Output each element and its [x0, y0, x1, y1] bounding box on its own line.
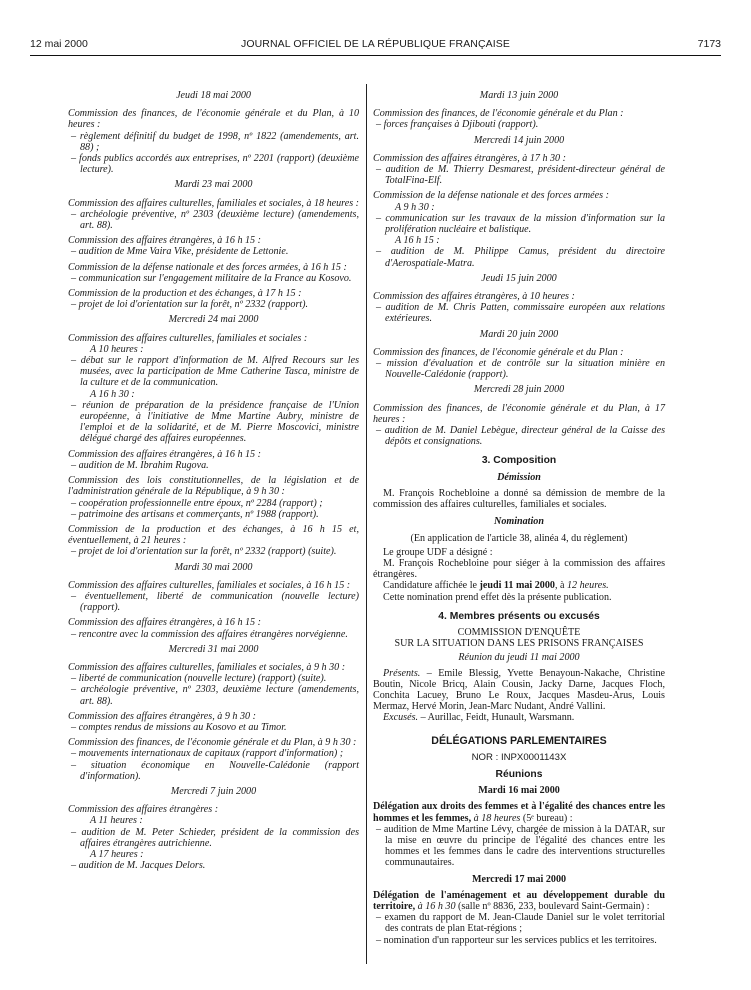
header-date: 12 mai 2000 — [30, 38, 88, 50]
date-heading: Mardi 23 mai 2000 — [174, 179, 253, 191]
agenda-entry — [68, 449, 359, 471]
agenda-item: – fonds publics accordés aux entreprises, nº 2201 (rapport) (deuxième lecture). — [71, 153, 359, 176]
agenda-item: – projet de loi d'orientation sur la forêt, nº 2332 (rapport). — [71, 299, 309, 311]
text-span: – Emile Blessig, Yvette Benayoun-Nakache, Christine Boutin, Nicole Bricq, Alain Cousin, Jacky Darne, Jacques Floch, Conchita Lacuey, Bruno Le Roux, Jacques Masdeu-Arus, Louis Mermaz, Hervé Morin, Jean-Marc Nudant, André Vallini. — [373, 667, 665, 713]
agenda-item: – mouvements internationaux de capitaux (rapport d'information) ; — [71, 748, 344, 760]
agenda-item: – audition de M. Chris Patten, commissaire européen aux relations extérieures. — [376, 302, 665, 325]
date-heading: Mardi 20 juin 2000 — [479, 328, 559, 340]
agenda-item: – communication sur l'engagement militaire de la France au Kosovo. — [71, 272, 352, 284]
commission-name: Commission de la production et des échanges, à 17 h 15 : — [68, 288, 302, 300]
time-slot: A 16 h 30 : — [90, 388, 135, 400]
subsection-heading: Nomination — [494, 516, 544, 528]
text-span: – Aurillac, Feidt, Hunault, Warsmann. — [418, 712, 575, 724]
text-span: Candidature affichée le — [383, 580, 480, 592]
commission-name: Commission des affaires culturelles, familiales et sociales, à 16 h 15 : — [68, 579, 351, 591]
agenda-item: – coopération professionnelle entre époux, nº 2284 (rapport) ; — [71, 497, 323, 509]
paragraph — [373, 712, 665, 723]
text-span: à 16 h 30 — [415, 900, 456, 912]
commission-heading: COMMISSION D'ENQUÊTE — [457, 626, 581, 638]
agenda-item: – réunion de préparation de la présidence française de l'Union européenne, à l'initiative de Mme Martine Aubry, ministre de l'emploi et de la solidarité, et de M. Pierre Moscovici, ministre délégué chargé des affaires européennes. — [71, 399, 359, 445]
agenda-item: – nomination d'un rapporteur sur les services publics et les territoires. — [376, 934, 657, 946]
agenda-item: – audition de M. Philippe Camus, président du directoire d'Aerospatiale-Matra. — [376, 246, 665, 269]
date-heading: Mercredi 14 juin 2000 — [473, 134, 565, 146]
commission-name: Commission des affaires culturelles, familiales et sociales : — [68, 332, 308, 344]
left-column — [68, 86, 359, 875]
date-heading: Mardi 16 mai 2000 — [478, 785, 560, 797]
agenda-item: – audition de M. Thierry Desmarest, président-directeur général de TotalFina-Elf. — [376, 164, 665, 187]
page-header — [30, 38, 721, 54]
label: Présents. — [383, 667, 421, 679]
date-heading: Mardi 30 mai 2000 — [174, 561, 253, 573]
date-heading: Jeudi 15 juin 2000 — [481, 272, 557, 284]
agenda-entry — [68, 662, 359, 707]
agenda-item: – règlement définitif du budget de 1998, nº 1822 (amendements, art. 88) ; — [71, 130, 359, 153]
date-heading: Mercredi 24 mai 2000 — [168, 314, 259, 326]
agenda-item: – audition de Mme Martine Lévy, chargée de mission à la DATAR, sur la mise en œuvre du principe de l'égalité des chances entre les hommes et les femmes dans le cadre des interventions structurelles communautaires. — [376, 823, 665, 869]
text-span: Délégation aux droits des femmes et à l'égalité des chances entre les hommes et les femmes, — [373, 801, 665, 824]
agenda-item: – communication sur les travaux de la mission d'information sur la prolifération nucléaire et balistique. — [376, 212, 665, 236]
section-heading: Réunions — [495, 768, 543, 780]
commission-name: Commission des finances, de l'économie générale et du Plan, à 17 heures : — [373, 402, 665, 425]
section-heading: 4. Membres présents ou excusés — [438, 610, 600, 622]
agenda-item: – situation économique en Nouvelle-Calédonie (rapport d'information). — [71, 759, 359, 782]
agenda-item: – audition de M. Peter Schieder, président de la commission des affaires étrangères autrichienne. — [71, 826, 359, 849]
commission-name: Commission des affaires étrangères, à 10 heures : — [373, 291, 575, 303]
agenda-item: – comptes rendus de missions au Kosovo et au Timor. — [71, 721, 287, 733]
paragraph — [373, 580, 665, 591]
agenda-entry — [373, 347, 665, 381]
agenda-item: – éventuellement, liberté de communication (nouvelle lecture) (rapport). — [71, 590, 359, 614]
agenda-item: – liberté de communication (nouvelle lecture) (rapport) (suite). — [71, 673, 327, 685]
column-divider — [366, 84, 367, 964]
agenda-entry — [373, 403, 665, 448]
paragraph — [373, 801, 665, 823]
agenda-entry — [373, 190, 665, 268]
label: Excusés. — [383, 712, 419, 724]
agenda-item: – audition de M. Daniel Lebègue, directeur général de la Caisse des dépôts et consignations. — [376, 425, 665, 448]
agenda-entry — [68, 737, 359, 782]
date-heading: Mardi 13 juin 2000 — [479, 90, 559, 101]
agenda-item: – projet de loi d'orientation sur la forêt, nº 2332 (rapport) (suite). — [71, 546, 337, 558]
section-heading: 3. Composition — [481, 455, 557, 467]
agenda-item: – archéologie préventive, nº 2303, deuxième lecture (amendements, art. 88). — [71, 684, 359, 707]
meeting-heading: Réunion du jeudi 11 mai 2000 — [458, 652, 580, 664]
text-span: jeudi 11 mai 2000 — [479, 580, 555, 592]
agenda-item: – mission d'évaluation et de contrôle sur la situation minière en Nouvelle-Calédonie (rapport). — [376, 358, 665, 381]
agenda-entry — [68, 804, 359, 871]
commission-name: Commission des finances, de l'économie générale et du Plan, à 9 h 30 : — [68, 737, 357, 749]
agenda-item: – rencontre avec la commission des affaires étrangères norvégienne. — [71, 628, 348, 640]
header-rule — [30, 55, 721, 56]
time-slot: A 9 h 30 : — [395, 201, 435, 213]
paragraph — [373, 668, 665, 713]
subsection-heading: Démission — [497, 471, 541, 483]
journal-title: JOURNAL OFFICIEL DE LA RÉPUBLIQUE FRANÇAISE — [241, 38, 510, 50]
agenda-entry — [68, 711, 359, 733]
agenda-item: – patrimoine des artisans et commerçants, nº 1988 (rapport). — [71, 508, 319, 520]
paragraph: Le groupe UDF a désigné : — [383, 546, 493, 558]
commission-heading: SUR LA SITUATION DANS LES PRISONS FRANÇAISES — [394, 638, 644, 650]
commission-name: Commission des affaires étrangères : — [68, 804, 219, 816]
commission-name: Commission des finances, de l'économie générale et du Plan : — [373, 346, 624, 358]
agenda-entry — [373, 153, 665, 187]
text-span: (salle nº 8836, 233, boulevard Saint-Germain) : — [455, 900, 650, 912]
paragraph: M. François Rochebloine a donné sa démission de membre de la commission des affaires culturelles, familiales et sociales. — [373, 487, 665, 511]
agenda-entry — [373, 108, 665, 130]
commission-name: Commission de la défense nationale et des forces armées : — [373, 190, 609, 202]
commission-name: Commission des affaires culturelles, familiales et sociales, à 18 heures : — [68, 197, 360, 209]
agenda-item: – audition de M. Jacques Delors. — [71, 860, 206, 872]
nor-reference: NOR : INPX0001143X — [471, 751, 567, 763]
time-slot: A 11 heures : — [90, 815, 143, 827]
text-span: , à — [554, 580, 567, 592]
time-slot: A 17 heures : — [90, 848, 144, 860]
agenda-entry — [68, 524, 359, 558]
paragraph — [373, 890, 665, 912]
section-heading: DÉLÉGATIONS PARLEMENTAIRES — [431, 734, 607, 747]
commission-name: Commission des affaires étrangères, à 16 h 15 : — [68, 617, 261, 629]
agenda-item: – forces françaises à Djibouti (rapport). — [376, 119, 539, 131]
agenda-entry — [68, 580, 359, 614]
agenda-item: – audition de M. Ibrahim Rugova. — [71, 459, 209, 471]
agenda-entry — [373, 291, 665, 325]
agenda-entry — [68, 333, 359, 445]
agenda-entry — [68, 198, 359, 232]
agenda-entry — [68, 475, 359, 520]
paragraph: Cette nomination prend effet dès la présente publication. — [383, 591, 612, 603]
time-slot: A 10 heures : — [90, 343, 144, 355]
date-heading: Jeudi 18 mai 2000 — [176, 90, 251, 101]
agenda-item: – débat sur le rapport d'information de M. Alfred Recours sur les musées, avec la participation de Mme Catherine Tasca, ministre de la culture et de la communication. — [71, 355, 359, 389]
commission-name: Commission des affaires culturelles, familiales et sociales, à 9 h 30 : — [68, 661, 346, 673]
date-heading: Mercredi 17 mai 2000 — [471, 873, 567, 885]
commission-name: Commission des affaires étrangères, à 16 h 15 : — [68, 235, 261, 247]
paragraph: M. François Rochebloine pour siéger à la commission des affaires étrangères. — [373, 557, 665, 581]
agenda-item: – examen du rapport de M. Jean-Claude Daniel sur le volet territorial des contrats de plan Etat-régions ; — [376, 912, 665, 935]
commission-name: Commission des affaires étrangères, à 16 h 15 : — [68, 448, 261, 460]
agenda-entry — [68, 235, 359, 257]
time-slot: A 16 h 15 : — [395, 235, 440, 247]
commission-name: Commission des affaires étrangères, à 9 h 30 : — [68, 710, 256, 722]
date-heading: Mercredi 28 juin 2000 — [473, 384, 565, 396]
text-span: (5ᵉ bureau) : — [520, 812, 573, 824]
agenda-entry — [68, 288, 359, 310]
agenda-item: – archéologie préventive, nº 2303 (deuxième lecture) (amendements, art. 88). — [71, 208, 359, 232]
commission-name: Commission de la défense nationale et des forces armées, à 16 h 15 : — [68, 261, 347, 273]
agenda-entry — [68, 617, 359, 639]
commission-name: Commission des affaires étrangères, à 17 h 30 : — [373, 152, 566, 164]
page-number: 7173 — [697, 38, 721, 50]
paragraph: (En application de l'article 38, alinéa 4, du règlement) — [410, 532, 628, 544]
right-column — [373, 86, 665, 946]
date-heading: Mercredi 31 mai 2000 — [168, 643, 259, 655]
commission-name: Commission des lois constitutionnelles, de la législation et de l'administration générale de la République, à 9 h 30 : — [68, 475, 359, 498]
date-heading: Mercredi 7 juin 2000 — [170, 785, 257, 797]
commission-name: Commission des finances, de l'économie générale et du Plan : — [373, 108, 624, 120]
agenda-item: – audition de Mme Vaira Vike, présidente de Lettonie. — [71, 246, 289, 258]
text-span: Délégation de l'aménagement et au développement durable du territoire, — [373, 889, 665, 912]
text-span: 12 heures. — [567, 580, 609, 592]
agenda-entry — [68, 108, 359, 175]
commission-name: Commission des finances, de l'économie générale et du Plan, à 10 heures : — [68, 108, 359, 131]
commission-name: Commission de la production et des échanges, à 16 h 15 et, éventuellement, à 21 heures : — [68, 523, 359, 547]
agenda-entry — [68, 262, 359, 284]
text-span: à 18 heures — [471, 812, 521, 824]
